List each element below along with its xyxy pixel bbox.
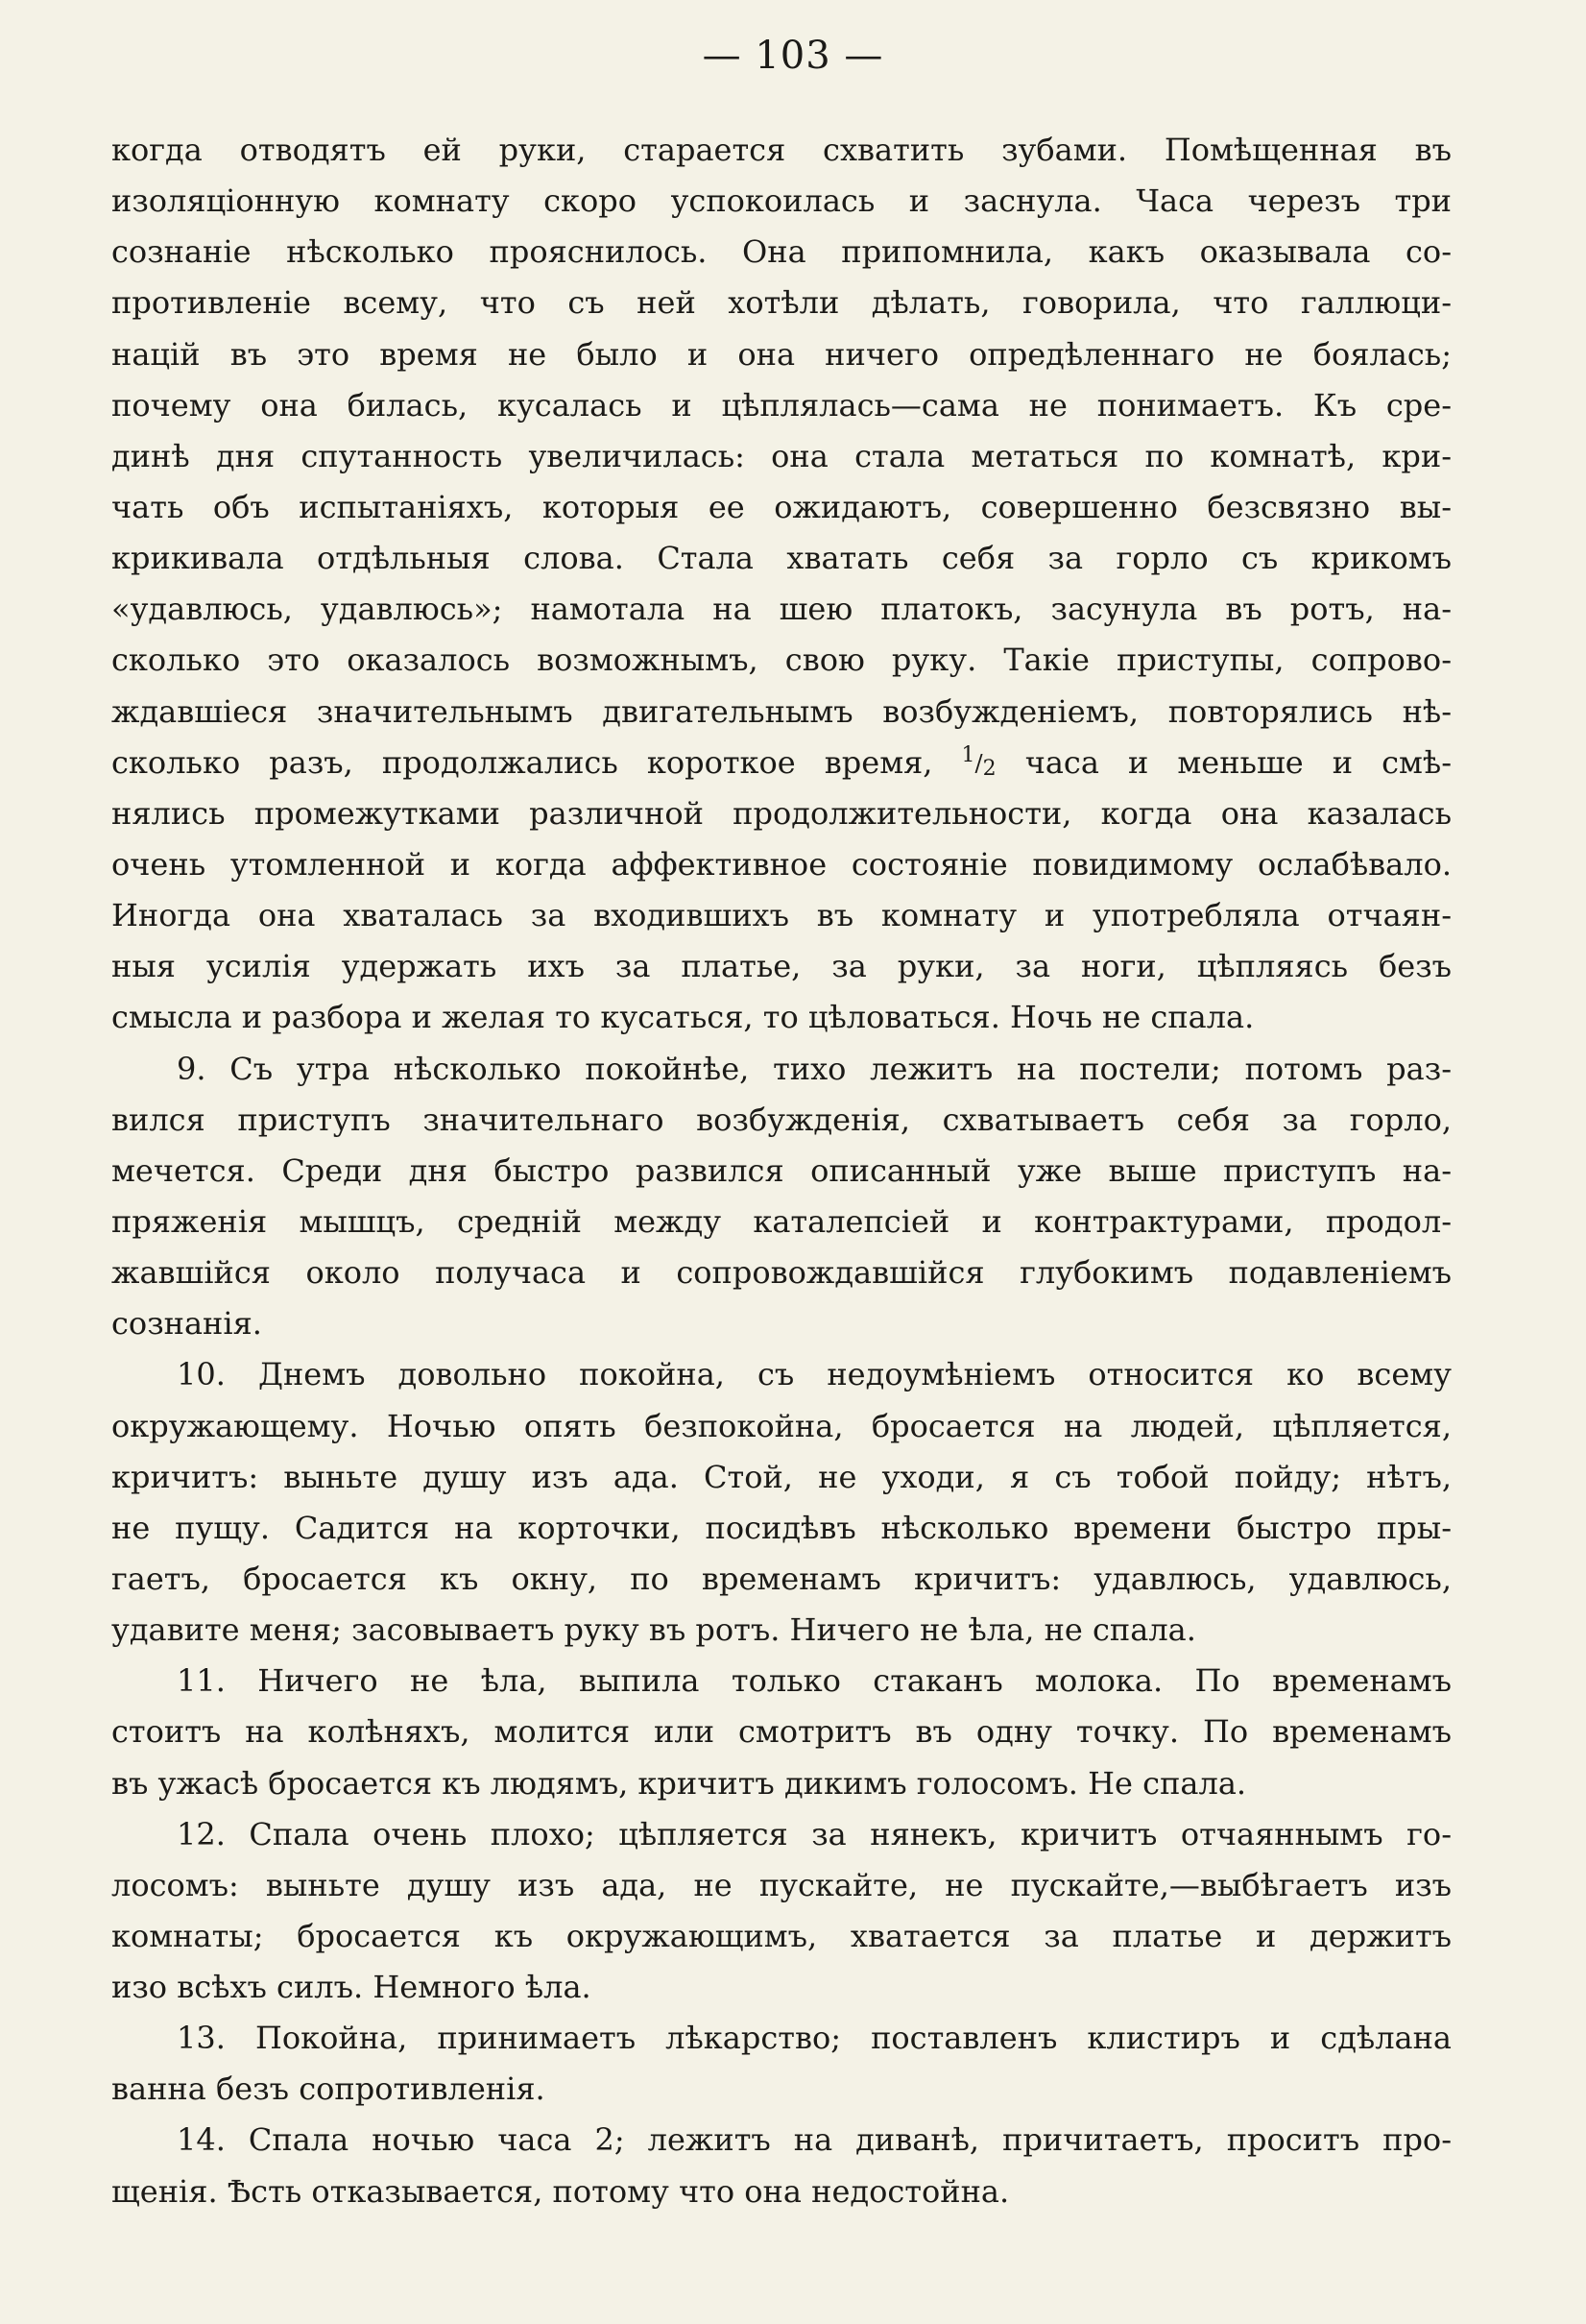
text-line-content: мечется. Среди дня быстро развился описанный уже выше приступъ на-: [111, 1151, 1452, 1189]
text-line: [111, 482, 1452, 533]
text-line: [111, 992, 1452, 1043]
text-line-content: почему она билась, кусалась и цѣплялась—сама не понимаетъ. Къ сре-: [111, 386, 1452, 424]
text-line-content: удавите меня; засовываетъ руку въ ротъ. Ничего не ѣла, не спала.: [111, 1611, 1196, 1649]
text-line: [111, 431, 1452, 482]
text-line: [111, 941, 1452, 992]
text-line: [111, 227, 1452, 278]
text-line-content: смысла и разбора и желая то кусаться, то цѣловаться. Ночь не спала.: [111, 999, 1255, 1036]
text-line-content: крикивала отдѣльныя слова. Стала хватать себя за горло съ крикомъ: [111, 540, 1452, 577]
fraction-one-half: $^1/_2$: [961, 742, 997, 781]
text-line: [111, 1401, 1452, 1452]
text-line-content: когда отводятъ ей руки, старается схватить зубами. Помѣщенная въ: [111, 132, 1452, 168]
text-line: [111, 1656, 1452, 1707]
text-line-content: сколько это оказалось возможнымъ, свою руку. Такіе приступы, сопрово-: [111, 642, 1452, 679]
text-line-content: 11. Ничего не ѣла, выпила только стаканъ молока. По временамъ: [177, 1662, 1452, 1700]
text-line: [111, 1605, 1452, 1656]
text-line: [111, 2115, 1452, 2166]
text-line: [111, 1758, 1452, 1809]
text-line-content: 10. Днемъ довольно покойна, съ недоумѣніемъ относится ко всему: [177, 1356, 1452, 1393]
text-line-content: жавшійся около получаса и сопровождавшійся глубокимъ подавленіемъ: [111, 1254, 1452, 1292]
text-line: [111, 533, 1452, 584]
fraction-numerator: 1: [961, 742, 975, 767]
text-line: [111, 1554, 1452, 1605]
text-line-content: лосомъ: выньте душу изъ ада, не пускайте, не пускайте,—выбѣгаетъ изъ: [111, 1866, 1452, 1903]
text-line-content: нялись промежутками различной продолжительности, когда она казалась: [111, 794, 1452, 832]
text-line: [111, 788, 1452, 839]
text-line: [111, 1298, 1452, 1349]
text-line-content: ждавшіеся значительнымъ двигательнымъ возбужденіемъ, повторялись нѣ-: [111, 692, 1452, 730]
text-line: [111, 1707, 1452, 1757]
text-line: [111, 635, 1452, 686]
text-line-content: ванна безъ сопротивленія.: [111, 2070, 545, 2108]
text-line-content: въ ужасѣ бросается къ людямъ, кричитъ дикимъ голосомъ. Не спала.: [111, 1764, 1247, 1802]
text-line-content: кричитъ: выньте душу изъ ада. Стой, не уходи, я съ тобой пойду; нѣтъ,: [111, 1458, 1452, 1495]
text-line: [111, 2064, 1452, 2115]
text-line-content: сколько разъ, продолжались короткое время,: [111, 743, 962, 781]
text-line-content: стоитъ на колѣняхъ, молится или смотритъ въ одну точку. По временамъ: [111, 1713, 1452, 1751]
text-line: [111, 176, 1452, 227]
body-text: [111, 125, 1452, 2217]
text-line-content: «удавлюсь, удавлюсь»; намотала на шею платокъ, засунула въ ротъ, на-: [111, 591, 1452, 628]
text-line: [111, 839, 1452, 890]
text-line: [111, 329, 1452, 380]
text-line: [111, 1044, 1452, 1095]
text-line-content: сознанія.: [111, 1305, 262, 1343]
text-line-content: чать объ испытаніяхъ, которыя ее ожидаютъ, совершенно безсвязно вы-: [111, 488, 1452, 525]
text-line: [111, 1197, 1452, 1247]
fraction-denominator: 2: [982, 756, 997, 781]
text-line-content: очень утомленной и когда аффективное состояніе повидимому ослабѣвало.: [111, 845, 1452, 883]
text-line: [111, 278, 1452, 328]
text-line-content: Иногда она хваталась за входившихъ въ комнату и употребляла отчаян-: [111, 897, 1452, 934]
text-line-content: динѣ дня спутанность увеличилась: она стала метаться по комнатѣ, кри-: [111, 437, 1452, 474]
text-line-content: 12. Спала очень плохо; цѣпляется за нянекъ, кричитъ отчаяннымъ го-: [177, 1815, 1452, 1852]
text-line: [111, 380, 1452, 431]
text-line: [111, 738, 1452, 788]
text-line-content: 14. Спала ночью часа 2; лежитъ на диванѣ, причитаетъ, проситъ про-: [177, 2121, 1452, 2159]
text-line: [111, 1809, 1452, 1860]
text-line: [111, 1095, 1452, 1146]
text-line: [111, 2167, 1452, 2217]
text-line-content: ныя усилія удержать ихъ за платье, за руки, за ноги, цѣпляясь безъ: [111, 948, 1452, 985]
text-line-content: сознаніе нѣсколько прояснилось. Она припомнила, какъ оказывала со-: [111, 233, 1452, 271]
text-line-content: не пущу. Садится на корточки, посидѣвъ нѣсколько времени быстро пры-: [111, 1509, 1452, 1546]
text-line: [111, 890, 1452, 941]
text-line-content: 13. Покойна, принимаетъ лѣкарство; поставленъ клистиръ и сдѣлана: [177, 2020, 1452, 2057]
text-line-content: пряженія мышцъ, средній между каталепсіей и контрактурами, продол-: [111, 1202, 1452, 1240]
text-line: [111, 1146, 1452, 1197]
text-line: [111, 1860, 1452, 1911]
text-line-content: изоляціонную комнату скоро успокоилась и заснула. Часа черезъ три: [111, 182, 1452, 220]
text-line: [111, 1503, 1452, 1554]
text-line-content: изо всѣхъ силъ. Немного ѣла.: [111, 1969, 591, 2006]
text-line-content: комнаты; бросается къ окружающимъ, хватается за платье и держитъ: [111, 1917, 1452, 1954]
text-line: [111, 1452, 1452, 1503]
text-line: [111, 584, 1452, 635]
text-line-content: гаетъ, бросается къ окну, по временамъ кричитъ: удавлюсь, удавлюсь,: [111, 1560, 1452, 1597]
text-line-content: часа и меньше и смѣ-: [996, 743, 1453, 781]
text-line: [111, 2013, 1452, 2064]
page-number: — 103 —: [702, 34, 884, 78]
text-line-content: щенія. Ѣсть отказывается, потому что она недостойна.: [111, 2172, 1010, 2210]
text-line-content: 9. Съ утра нѣсколько покойнѣе, тихо лежитъ на постели; потомъ раз-: [177, 1050, 1452, 1087]
text-line: [111, 687, 1452, 738]
text-line: [111, 1247, 1452, 1298]
text-line: [111, 1962, 1452, 2013]
text-line-content: противленіе всему, что съ ней хотѣли дѣлать, говорила, что галлюци-: [111, 284, 1452, 322]
text-line: [111, 1911, 1452, 1962]
text-line-content: націй въ это время не было и она ничего опредѣленнаго не боялась;: [111, 335, 1452, 373]
text-line: [111, 1349, 1452, 1400]
text-line-content: окружающему. Ночью опять безпокойна, бросается на людей, цѣпляется,: [111, 1407, 1452, 1444]
text-line: [111, 125, 1452, 176]
text-line-content: вился приступъ значительнаго возбужденія, схватываетъ себя за горло,: [111, 1101, 1452, 1138]
